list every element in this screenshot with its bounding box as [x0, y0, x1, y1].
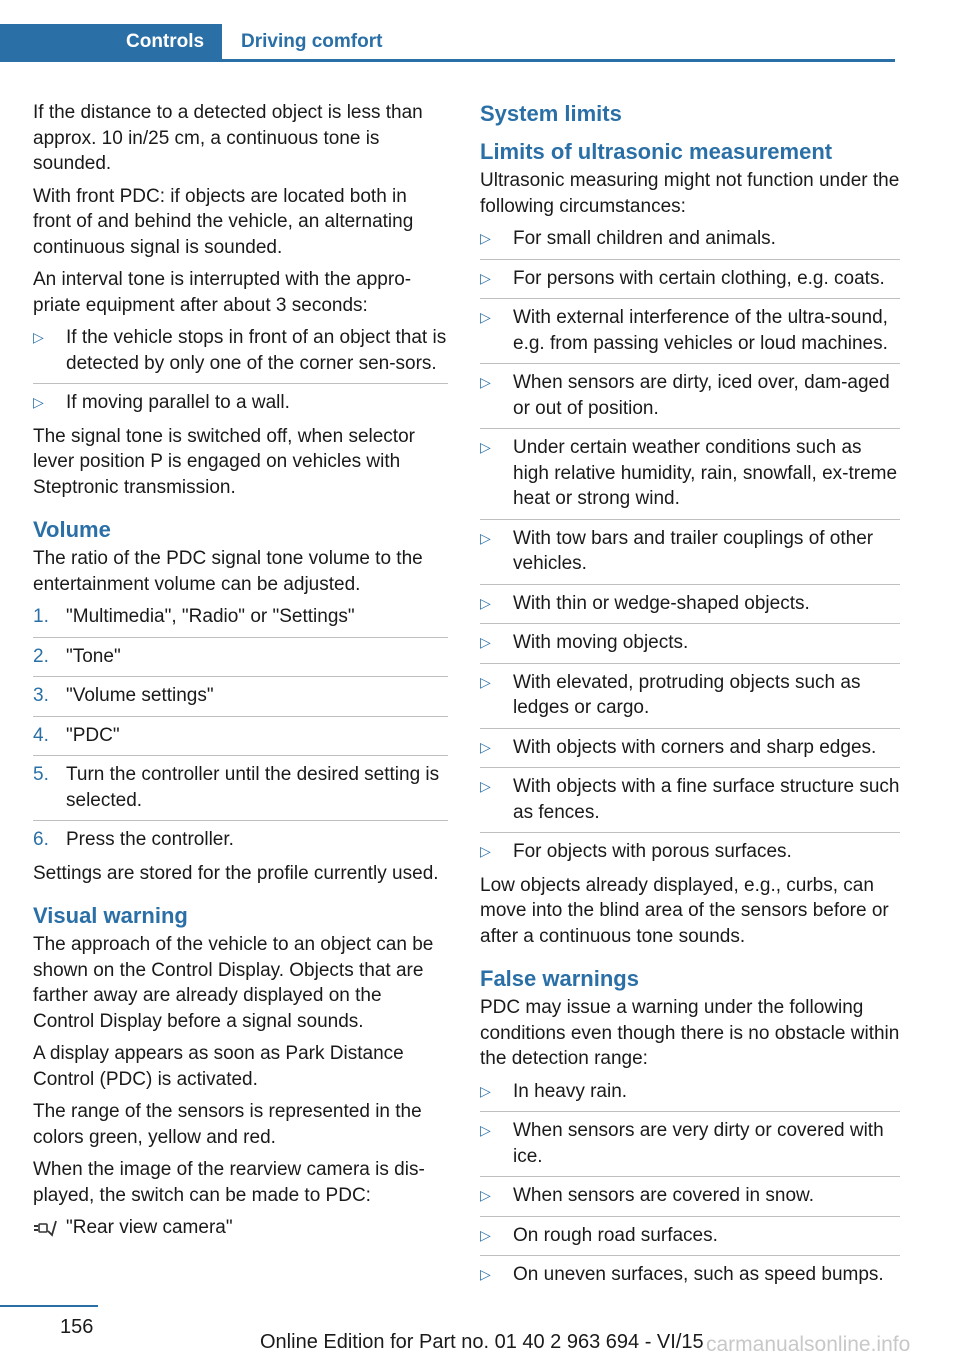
list-item	[480, 670, 900, 729]
step-item	[33, 827, 448, 857]
step-item	[33, 762, 448, 821]
triangle-bullet-icon: ▷	[480, 594, 491, 611]
triangle-bullet-icon: ▷	[480, 374, 491, 390]
triangle-bullet-icon: ▷	[480, 309, 491, 325]
step-number: 4.	[33, 724, 49, 746]
right-column	[480, 100, 900, 1292]
bullet-list	[480, 226, 900, 869]
list-item	[480, 1079, 900, 1113]
list-item	[480, 1183, 900, 1217]
numbered-steps	[33, 604, 448, 857]
paragraph: Ultrasonic measuring might not function under the following circumstances:	[480, 170, 900, 217]
triangle-bullet-icon: ▷	[480, 1187, 491, 1203]
step-text: Press the controller.	[66, 829, 234, 850]
list-item-text: With elevated, protruding objects such as ledges or cargo.	[513, 671, 861, 718]
paragraph: The signal tone is switched off, when selector lever position P is engaged on vehicles with Steptronic transmission.	[33, 425, 415, 498]
step-number: 3.	[33, 685, 49, 706]
paragraph: With front PDC: if objects are located both in front of and behind the vehicle, an alternating continuous signal is sounded.	[33, 185, 414, 258]
list-item	[480, 839, 900, 869]
paragraph: Settings are stored for the profile currently used.	[33, 862, 439, 884]
list-item-text: With thin or wedge-shaped objects.	[513, 592, 810, 614]
triangle-bullet-icon: ▷	[480, 230, 491, 246]
list-item	[480, 591, 900, 625]
list-item	[480, 305, 900, 364]
list-item-text: For persons with certain clothing, e.g. coats.	[513, 267, 885, 289]
list-item-text: For small children and animals.	[513, 228, 776, 249]
list-item-text: For objects with porous surfaces.	[513, 841, 792, 862]
ultrasonic-heading: Limits of ultrasonic measurement	[480, 139, 833, 164]
list-item	[480, 630, 900, 664]
triangle-bullet-icon: ▷	[480, 439, 491, 455]
triangle-bullet-icon: ▷	[480, 529, 491, 546]
list-item	[480, 774, 900, 833]
visual-warning-heading: Visual warning	[33, 903, 188, 928]
triangle-bullet-icon: ▷	[480, 1122, 491, 1138]
system-limits-heading: System limits	[480, 101, 622, 126]
step-text: "Tone"	[66, 645, 121, 667]
triangle-bullet-icon: ▷	[480, 778, 491, 794]
false-warnings-heading: False warnings	[480, 966, 639, 991]
list-item-text: With moving objects.	[513, 632, 689, 653]
list-item	[480, 435, 900, 520]
triangle-bullet-icon: ▷	[480, 634, 491, 650]
rear-view-camera-row	[33, 1215, 448, 1241]
footer-edition: Online Edition for Part no. 01 40 2 963 694 - VI/15	[260, 1331, 704, 1353]
list-item	[480, 526, 900, 585]
rear-view-camera-icon	[33, 1218, 57, 1238]
step-item	[33, 604, 448, 638]
list-item-text: If moving parallel to a wall.	[66, 392, 290, 413]
header-subsection-tab[interactable]: Driving comfort	[241, 31, 383, 52]
list-item	[33, 390, 448, 420]
step-item	[33, 683, 448, 717]
list-item-text: In heavy rain.	[513, 1080, 628, 1102]
triangle-bullet-icon: ▷	[480, 738, 491, 755]
list-item-text: If the vehicle stops in front of an object that is detected by only one of the corner sen‐sors.	[66, 327, 447, 374]
triangle-bullet-icon: ▷	[480, 1266, 491, 1282]
page-number: 156	[60, 1316, 94, 1338]
rear-view-camera-label: "Rear view camera"	[66, 1217, 233, 1238]
paragraph: The range of the sensors is represented in the colors green, yellow and red.	[33, 1101, 422, 1148]
left-column	[33, 100, 448, 1241]
triangle-bullet-icon: ▷	[480, 673, 491, 690]
triangle-bullet-icon: ▷	[33, 329, 44, 345]
paragraph: When the image of the rearview camera is dis‐played, the switch can be made to PDC:	[33, 1159, 425, 1206]
list-item-text: When sensors are very dirty or covered with ice.	[513, 1120, 884, 1167]
list-item	[480, 266, 900, 300]
triangle-bullet-icon: ▷	[480, 269, 491, 286]
step-text: Turn the controller until the desired setting is selected.	[66, 764, 440, 811]
bullet-list	[480, 1079, 900, 1292]
header-section-tab[interactable]: Controls	[0, 24, 222, 62]
volume-heading: Volume	[33, 517, 111, 542]
paragraph: An interval tone is interrupted with the appro‐priate equipment after about 3 seconds:	[33, 269, 412, 316]
paragraph: The approach of the vehicle to an object can be shown on the Control Display. Objects that are farther away are already displayed on the Control Display before a signal sounds.	[33, 934, 434, 1032]
list-item	[480, 735, 900, 769]
bullet-list	[33, 325, 448, 420]
list-item	[33, 325, 448, 384]
list-item-text: With objects with a fine surface structure such as fences.	[513, 776, 900, 823]
list-item	[480, 1118, 900, 1177]
list-item-text: When sensors are covered in snow.	[513, 1185, 814, 1206]
page-number-rule	[0, 1305, 98, 1307]
list-item-text: When sensors are dirty, iced over, dam‐aged or out of position.	[513, 372, 890, 419]
list-item	[480, 370, 900, 429]
step-item	[33, 723, 448, 757]
triangle-bullet-icon: ▷	[480, 1082, 491, 1099]
step-text: "PDC"	[66, 724, 120, 746]
list-item-text: With objects with corners and sharp edges.	[513, 736, 877, 758]
paragraph: Low objects already displayed, e.g., curbs, can move into the blind area of the sensors before or after a continuous tone sounds.	[480, 874, 889, 947]
step-number: 2.	[33, 645, 49, 667]
paragraph: PDC may issue a warning under the following conditions even though there is no obstacle within the detection range:	[480, 997, 900, 1069]
step-text: "Volume settings"	[66, 685, 214, 706]
step-number: 5.	[33, 764, 49, 785]
step-text: "Multimedia", "Radio" or "Settings"	[66, 606, 355, 627]
list-item-text: With tow bars and trailer couplings of other vehicles.	[513, 527, 874, 574]
paragraph: The ratio of the PDC signal tone volume to the entertainment volume can be adjusted.	[33, 548, 423, 595]
watermark: carmanualsonline.info	[706, 1333, 911, 1356]
paragraph: A display appears as soon as Park Distance Control (PDC) is activated.	[33, 1043, 404, 1090]
step-number: 1.	[33, 606, 49, 627]
triangle-bullet-icon: ▷	[480, 1226, 491, 1243]
step-item	[33, 644, 448, 678]
paragraph: If the distance to a detected object is less than approx. 10 in/25 cm, a continuous tone is sounded.	[33, 102, 423, 174]
list-item-text: On rough road surfaces.	[513, 1224, 718, 1246]
list-item	[480, 1262, 900, 1292]
triangle-bullet-icon: ▷	[33, 394, 44, 410]
list-item	[480, 226, 900, 260]
list-item-text: Under certain weather conditions such as high relative humidity, rain, snowfall, ex‐treme heat or strong wind.	[513, 437, 898, 509]
triangle-bullet-icon: ▷	[480, 843, 491, 859]
list-item-text: With external interference of the ultra‐sound, e.g. from passing vehicles or loud machines.	[513, 307, 888, 354]
step-number: 6.	[33, 829, 49, 850]
list-item-text: On uneven surfaces, such as speed bumps.	[513, 1264, 884, 1285]
list-item	[480, 1223, 900, 1257]
